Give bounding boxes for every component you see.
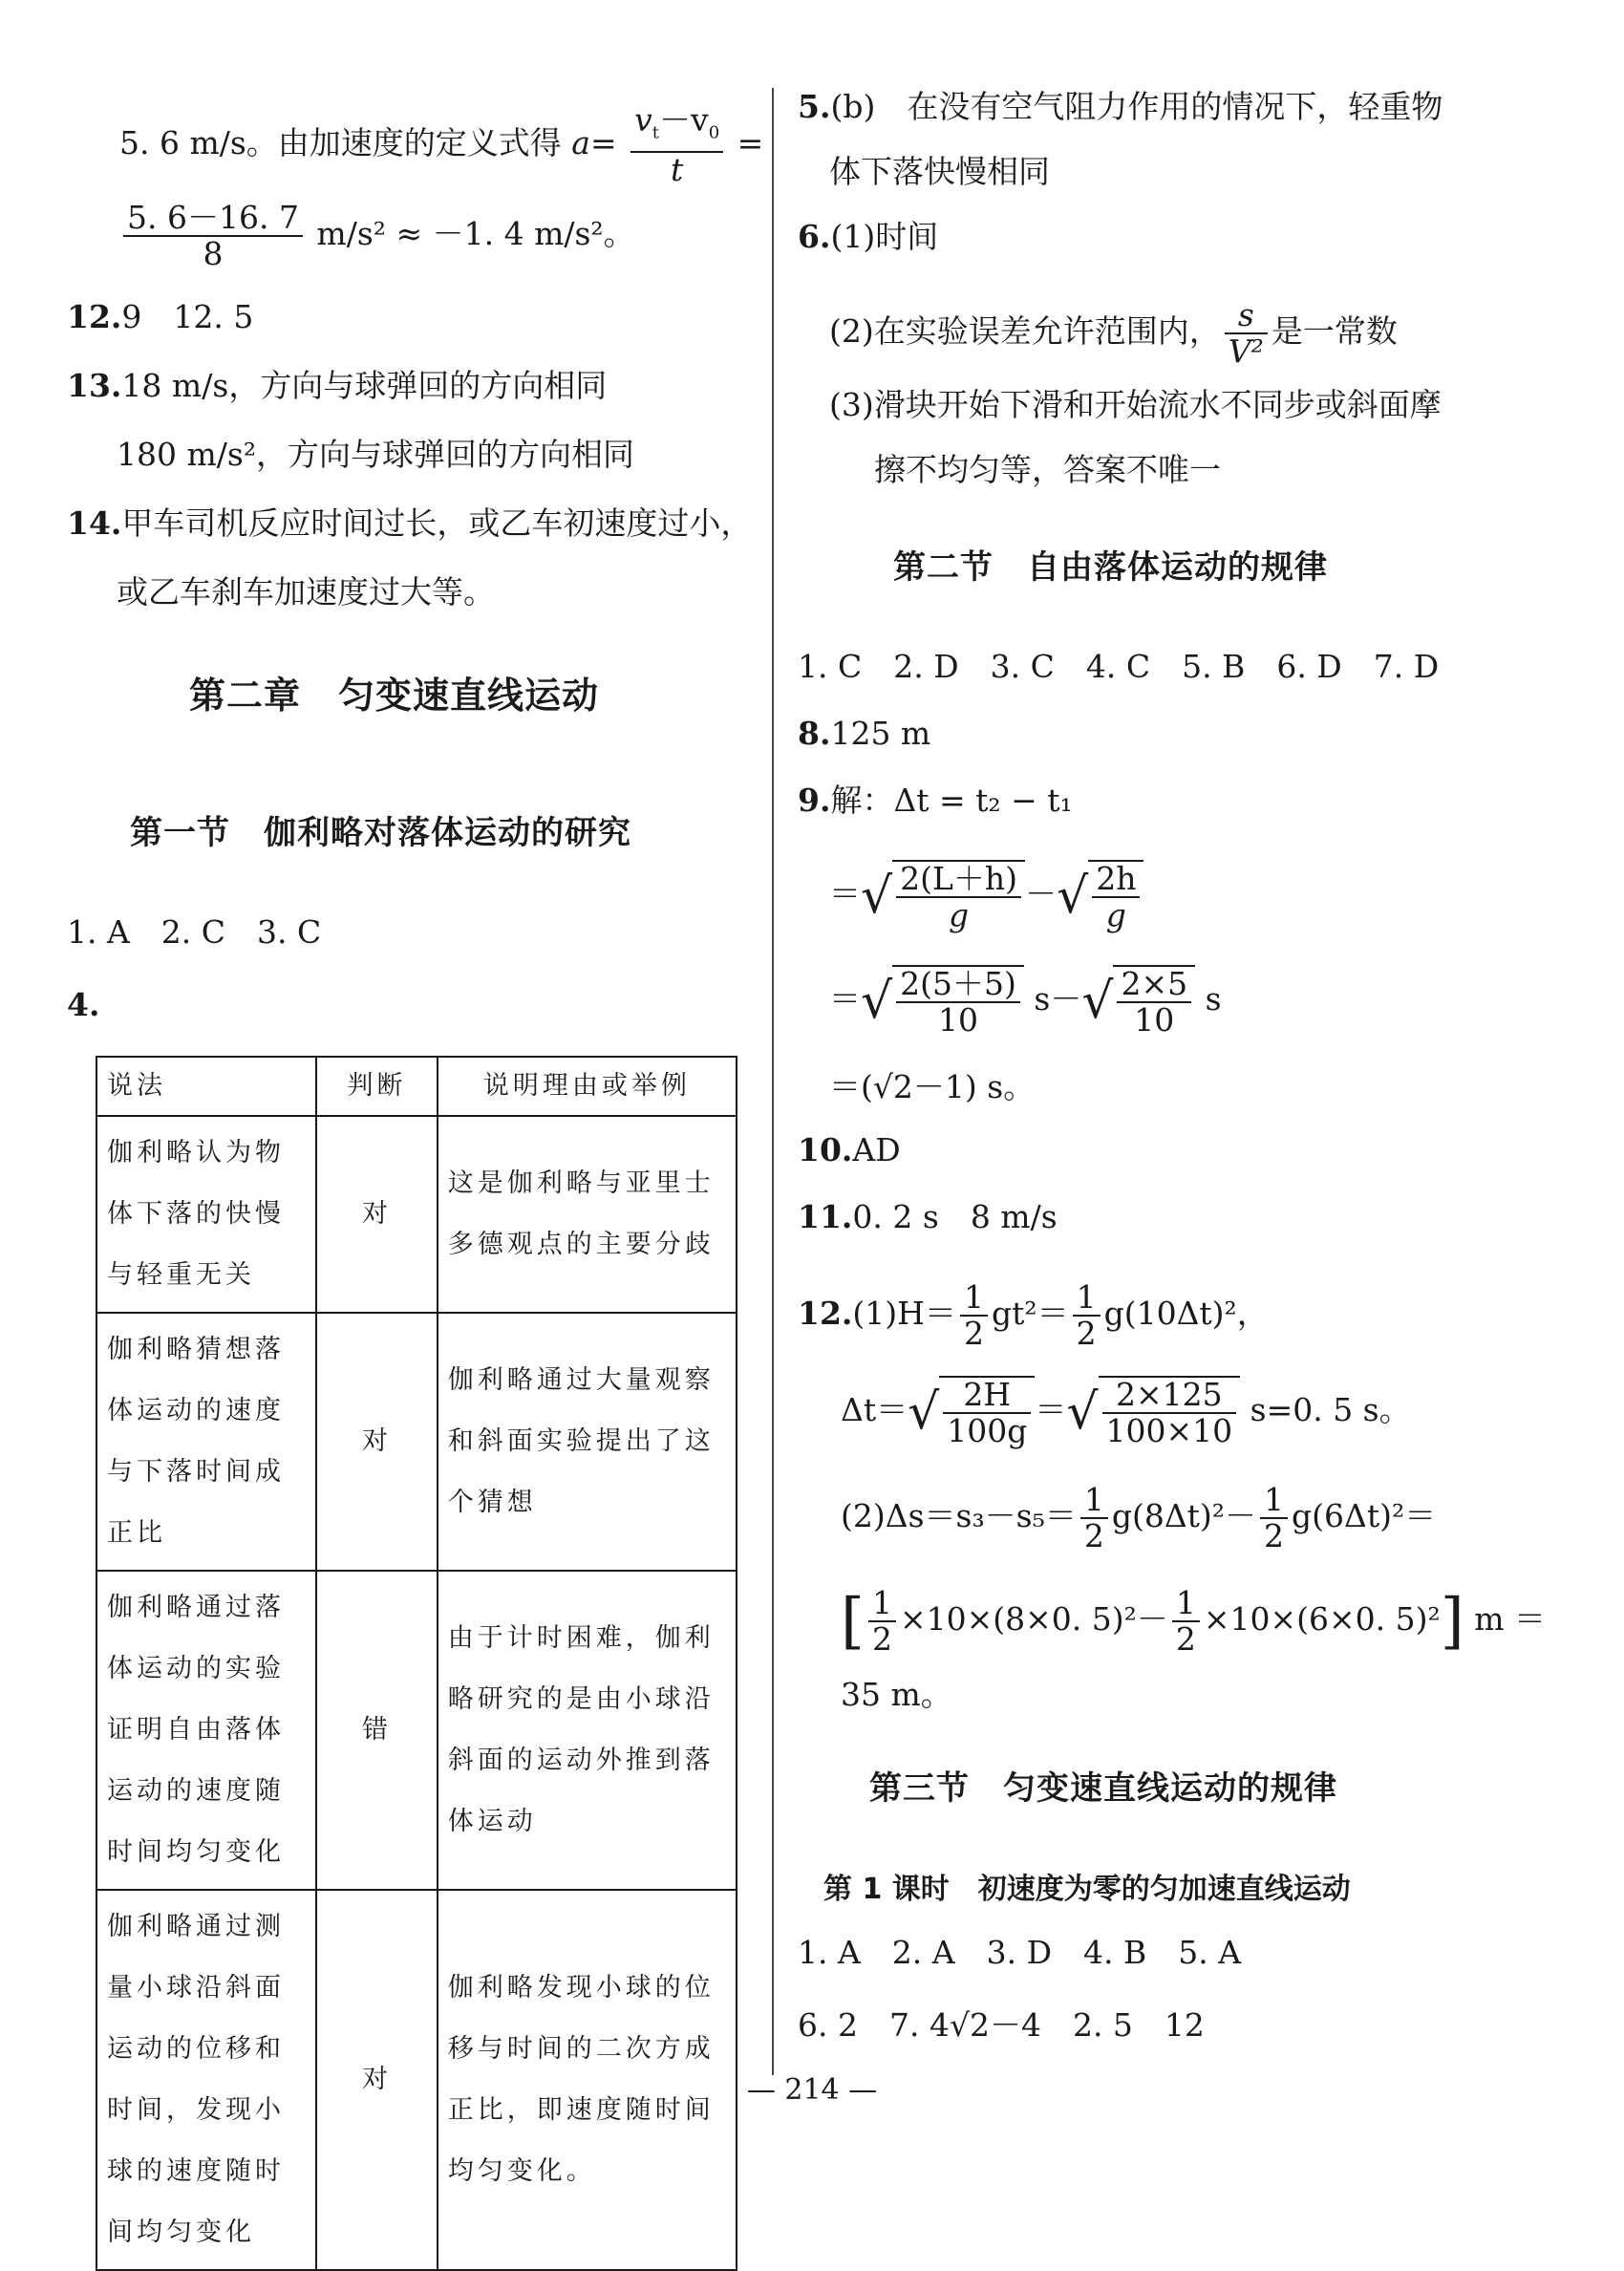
answer-9-step4: ＝(√2－1) s。 xyxy=(829,1068,1036,1105)
section-3-answers-line2: 6. 2 7. 4√2－4 2. 5 12 xyxy=(798,2006,1205,2044)
table-row xyxy=(96,1116,737,1313)
lesson-1-title: 第 1 课时 初速度为零的匀加速直线运动 xyxy=(823,1873,1351,1906)
text: 5. 6 m/s。由加速度的定义式得 xyxy=(119,123,572,161)
answer-5: 5.(b) 在没有空气阻力作用的情况下，轻重物 xyxy=(798,88,1443,125)
table-cell: 这是伽利略与亚里士多德观点的主要分歧 xyxy=(438,1116,737,1313)
answer-11: 11.0. 2 s 8 m/s xyxy=(798,1198,1058,1235)
table-cell: 伽利略通过大量观察和斜面实验提出了这个猜想 xyxy=(438,1313,737,1571)
answer-12: 12.9 12. 5 xyxy=(67,298,254,335)
fraction: $\frac{1}{2}$ xyxy=(1260,1483,1288,1553)
column-divider xyxy=(772,88,774,2075)
chapter-title: 第二章 匀变速直线运动 xyxy=(189,675,600,717)
sqrt: √ $\frac{2(L+h)}{g}$ xyxy=(861,860,1025,932)
page-number: — 214 — xyxy=(746,2073,878,2107)
section-1-title: 第一节 伽利略对落体运动的研究 xyxy=(130,814,631,852)
answer-8: 8.125 m xyxy=(798,715,931,752)
fraction: $\frac{s}{\text{V²}}$ xyxy=(1225,298,1268,369)
answer-12-step2: Δt＝√ $\frac{2H}{100g}$ ＝√ $\frac{2\times 125}{100\times 10}$ s=0. 5 s。 xyxy=(841,1376,1411,1449)
sqrt: √ $\frac{2\times 5}{10}$ xyxy=(1081,965,1195,1038)
sqrt: √ $\frac{2\times 125}{100\times 10}$ xyxy=(1066,1376,1240,1448)
table-cell: 错 xyxy=(316,1571,438,1890)
fraction: $\frac{1}{2}$ xyxy=(960,1280,988,1351)
table-header: 说明理由或举例 xyxy=(438,1057,737,1116)
section-2-title: 第二节 自由落体运动的规律 xyxy=(893,548,1328,587)
table-cell: 由于计时困难，伽利略研究的是由小球沿斜面的运动外推到落体运动 xyxy=(438,1571,737,1890)
table-row xyxy=(96,1571,737,1890)
answer-13-line2: 180 m/s²，方向与球弹回的方向相同 xyxy=(117,436,635,473)
sqrt: √ $\frac{2H}{100g}$ xyxy=(908,1376,1035,1448)
section-1-answers: 1. A 2. C 3. C xyxy=(67,913,322,951)
sqrt: √ $\frac{2h}{g}$ xyxy=(1057,860,1143,932)
answer-13: 13.18 m/s，方向与球弹回的方向相同 xyxy=(67,367,608,404)
answer-12-step4: [ $\frac{1}{2}$ ×10×(8×0. 5)²－ $\frac{1}{2}$ ×10×(6×0. 5)²] m ＝ xyxy=(841,1584,1547,1658)
answer-6-part3: (3)滑块开始下滑和开始流水不同步或斜面摩 xyxy=(829,386,1442,423)
text: = xyxy=(589,123,617,161)
accel-line-1 xyxy=(119,103,763,187)
answer-6: 6.(1)时间 xyxy=(798,218,939,255)
section-3-answers: 1. A 2. A 3. D 4. B 5. A xyxy=(798,1934,1242,1971)
fraction: $\frac{1}{2}$ xyxy=(1172,1586,1200,1657)
answer-14-line2: 或乙车刹车加速度过大等。 xyxy=(117,573,495,611)
fraction: $\frac{5. 6-16. 7}{8}$ xyxy=(123,201,303,271)
table-cell: 伽利略猜想落体运动的速度与下落时间成正比 xyxy=(96,1313,316,1571)
table-cell: 对 xyxy=(316,1116,438,1313)
table-cell: 伽利略通过落体运动的实验证明自由落体运动的速度随时间均匀变化 xyxy=(96,1571,316,1890)
fraction: $\frac{v_t-v_0}{t}$ xyxy=(630,103,723,187)
answer-9-step2: ＝√ $\frac{2(L+h)}{g}$ －√ $\frac{2h}{g}$ xyxy=(829,860,1143,932)
sqrt: √ $\frac{2(5+5)}{10}$ xyxy=(861,965,1024,1038)
answer-10: 10.AD xyxy=(798,1131,901,1168)
table-cell: 伽利略认为物体下落的快慢与轻重无关 xyxy=(96,1116,316,1313)
answer-14: 14.甲车司机反应时间过长，或乙车初速度过小， xyxy=(67,504,753,542)
fraction: $\frac{1}{2}$ xyxy=(1073,1280,1100,1351)
section-3-title: 第三节 匀变速直线运动的规律 xyxy=(869,1769,1337,1808)
section-2-answers: 1. C 2. D 3. C 4. C 5. B 6. D 7. D xyxy=(798,648,1440,685)
answer-12-result: 35 m。 xyxy=(841,1676,952,1713)
table-cell: 伽利略发现小球的位移与时间的二次方成正比，即速度随时间均匀变化。 xyxy=(438,1890,737,2270)
answer-4-label: 4. xyxy=(67,986,100,1023)
text: m/s² ≈ －1. 4 m/s²。 xyxy=(306,215,635,252)
table-cell: 对 xyxy=(316,1313,438,1571)
answer-12: 12.(1)H＝ $\frac{1}{2}$ gt²＝ $\frac{1}{2}$ g(10Δt)²， xyxy=(798,1278,1269,1352)
answer-5-line2: 体下落快慢相同 xyxy=(829,153,1050,190)
table-header-row xyxy=(96,1057,737,1116)
table-row xyxy=(96,1313,737,1571)
table-cell: 伽利略通过测量小球沿斜面运动的位移和时间，发现小球的速度随时间均匀变化 xyxy=(96,1890,316,2270)
answer-12-step3: (2)Δs＝s₃－s₅＝ $\frac{1}{2}$ g(8Δt)²－ $\frac{1}{2}$ g(6Δt)²＝ xyxy=(841,1481,1437,1554)
answer-9-step3: ＝√ $\frac{2(5+5)}{10}$ s－√ $\frac{2\times 5}{10}$ s xyxy=(829,965,1222,1039)
accel-line-2 xyxy=(119,201,635,271)
answer-6-part3-line2: 擦不均匀等，答案不唯一 xyxy=(874,451,1221,488)
table-cell: 对 xyxy=(316,1890,438,2270)
table-header: 判断 xyxy=(316,1057,438,1116)
var-a: a xyxy=(571,123,590,161)
answer-6-part2: (2)在实验误差允许范围内， $\frac{s}{\text{V²}}$ 是一常数 xyxy=(829,296,1398,370)
answer-9: 9.解：Δt = t₂ − t₁ xyxy=(798,782,1073,819)
fraction: $\frac{1}{2}$ xyxy=(868,1586,896,1657)
table-header: 说法 xyxy=(96,1057,316,1116)
fraction: $\frac{1}{2}$ xyxy=(1080,1483,1108,1553)
text: = xyxy=(737,123,764,161)
